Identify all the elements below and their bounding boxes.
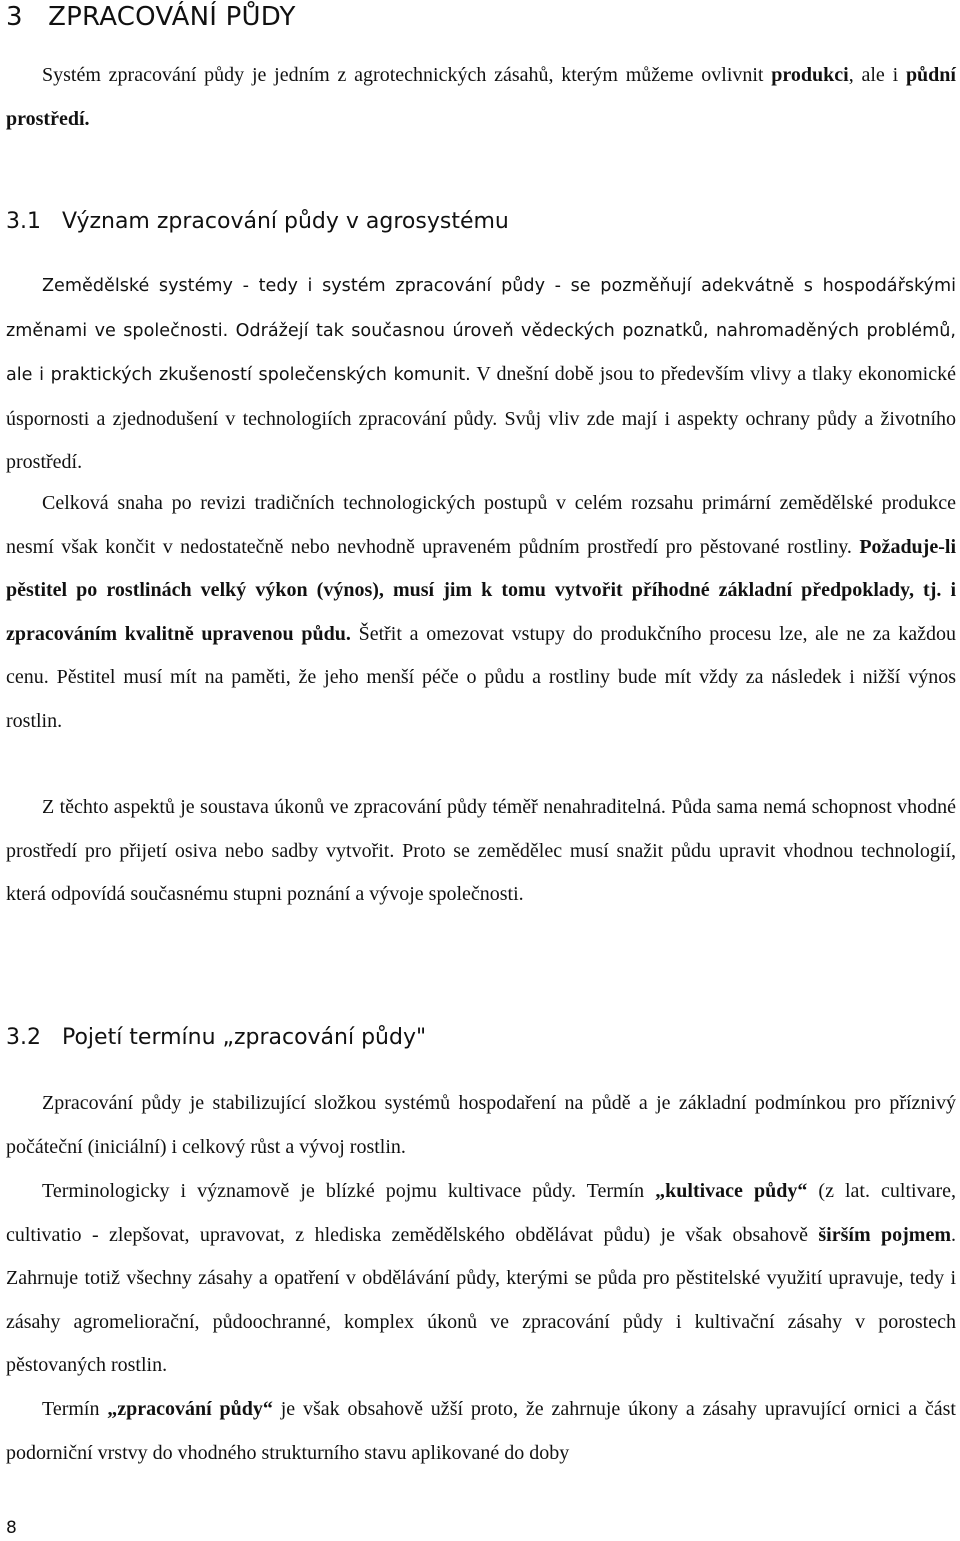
section-number: 3.1 [6, 209, 41, 234]
section-3-1-paragraph-2: Celková snaha po revizi tradičních technologických postupů v celém rozsahu primární zemědělské produkce nesmí však končit v nedostatečně nebo nevhodně upraveném půdním prostředí pro pěstované rostliny. Požaduje-li pěstitel po rostlinách velký výkon (výnos), musí jim k tomu vytvořit příhodné základní předpoklady, tj. i zpracováním kvalitně upravenou půdu. Šetřit a omezovat vstupy do produkčního procesu lze, ale ne za každou cenu. Pěstitel musí mít na paměti, že jeho menší péče o půdu a rostliny bude mít vždy za následek i nižší výnos rostlin. [6, 492, 957, 732]
section-3-2-paragraph-1: Zpracování půdy je stabilizující složkou systémů hospodaření na půdě a je základní podmínkou pro příznivý počáteční (iniciální) i celkový růst a vývoj rostlin. [6, 1092, 956, 1158]
section-title: Význam zpracování půdy v agrosystému [61, 209, 509, 234]
section-number: 3.2 [6, 1025, 41, 1050]
section-heading-3-1 [6, 209, 509, 234]
page-number: 8 [6, 1518, 17, 1538]
intro-paragraph: Systém zpracování půdy je jedním z agrotechnických zásahů, kterým můžeme ovlivnit produkci, ale i půdní prostředí. [6, 64, 956, 130]
section-3-1-paragraph-1: Zemědělské systémy - tedy i systém zpracování půdy - se pozměňují adekvátně s hospodářskými změnami ve společnosti. Odrážejí tak současnou úroveň vědeckých poznatků, nahromaděných problémů, ale i praktických zkušeností společenských komunit. V dnešní době jsou to především vlivy a tlaky ekonomické úspornosti a zjednodušení v technologiích zpracování půdy. Svůj vliv zde mají i aspekty ochrany půdy a životního prostředí. [6, 276, 956, 474]
section-3-1-paragraph-3: Z těchto aspektů je soustava úkonů ve zpracování půdy téměř nenahraditelná. Půda sama nemá schopnost vhodné prostředí pro přijetí osiva nebo sadby vytvořit. Proto se zemědělec musí snažit půdu upravit vhodnou technologií, která odpovídá současnému stupni poznání a vývoje společnosti. [6, 796, 956, 906]
section-3-2-paragraph-3: Termín „zpracování půdy“ je však obsahově užší proto, že zahrnuje úkony a zásahy upravující ornici a část podorniční vrstvy do vhodného strukturního stavu aplikované do doby [6, 1398, 956, 1464]
section-title: Pojetí termínu „zpracování půdy" [61, 1025, 427, 1050]
section-3-2-paragraph-2: Terminologicky i významově je blízké pojmu kultivace půdy. Termín „kultivace půdy“ (z lat. cultivare, cultivatio - zlepšovat, upravovat, z hlediska zemědělského obdělávat půdu) je však obsahově širším pojmem. Zahrnuje totiž všechny zásahy a opatření v obdělávání půdy, kterými se půda pro pěstitelské využití upravuje, tedy i zásahy agromeliorační, půdoochranné, komplex úkonů ve zpracování půdy i kultivační zásahy v porostech pěstovaných rostlin. [6, 1180, 956, 1377]
section-heading-3-2 [6, 1025, 426, 1050]
chapter-heading [6, 2, 296, 32]
chapter-number: 3 [6, 2, 23, 32]
chapter-title: ZPRACOVÁNÍ PŮDY [48, 2, 296, 32]
